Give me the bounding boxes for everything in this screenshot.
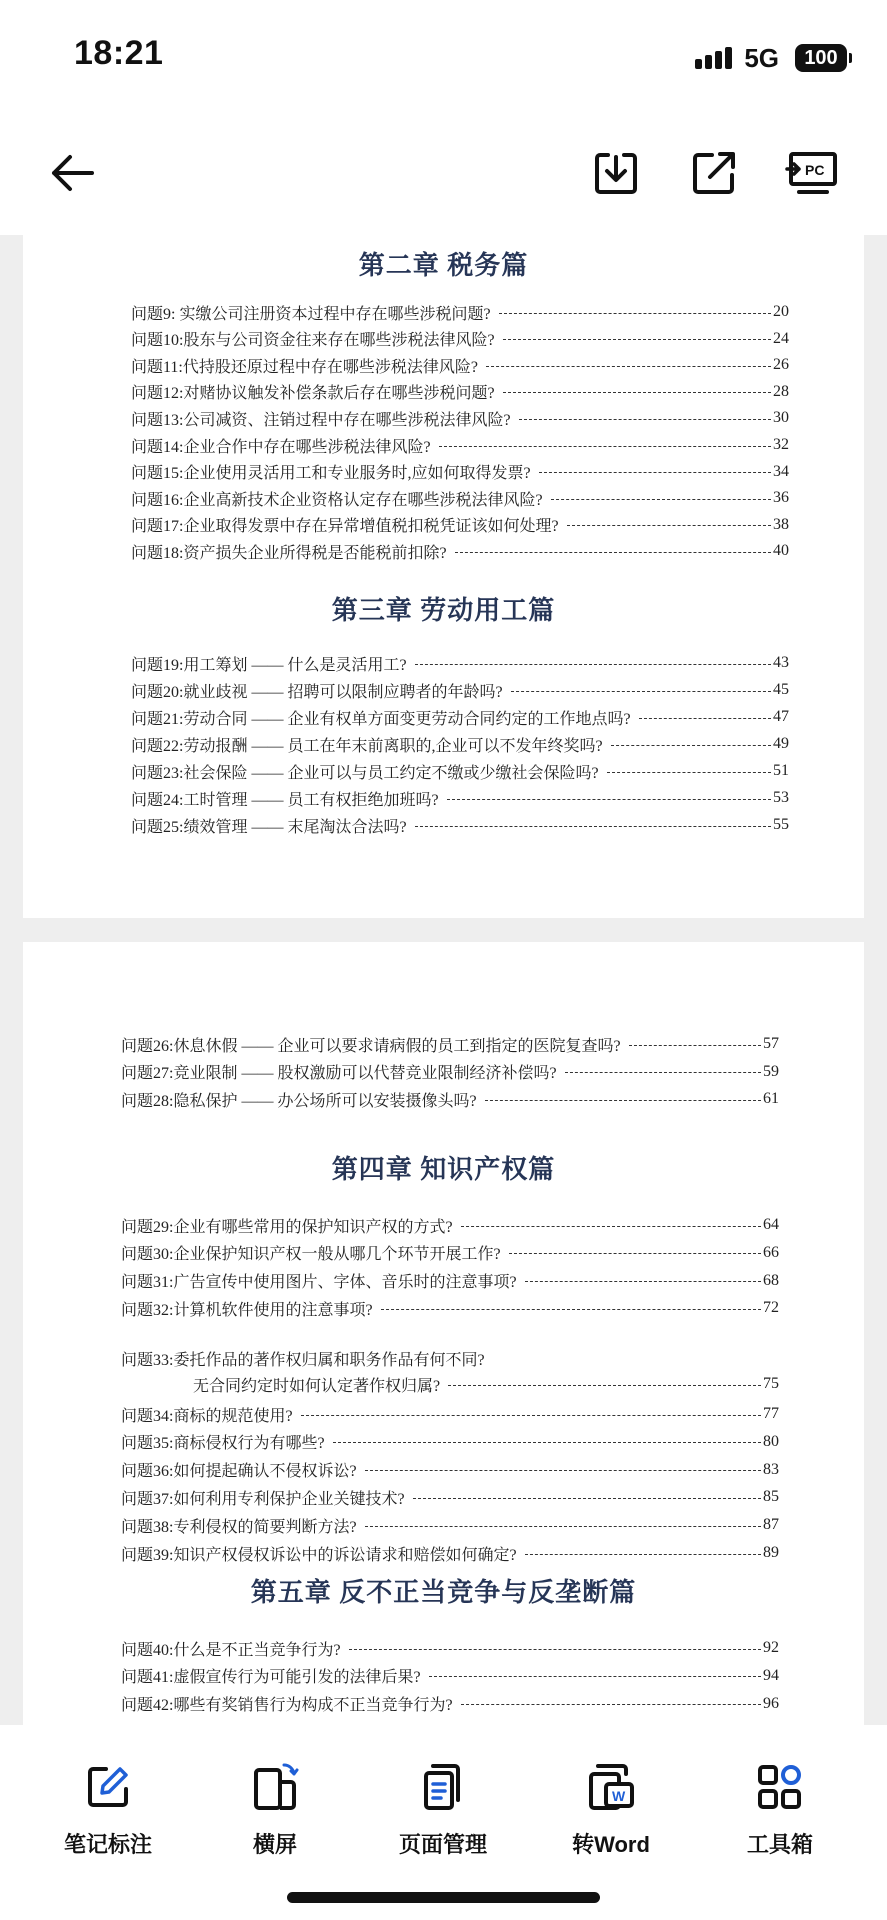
toc-item-label: 问题10:股东与公司资金往来存在哪些涉税法律风险? <box>131 332 495 350</box>
toc-item-label: 问题21:劳动合同 —— 企业有权单方面变更劳动合同约定的工作地点吗? <box>131 710 631 728</box>
cast-to-pc-icon[interactable] <box>784 145 840 201</box>
page-management-button[interactable] <box>368 1760 518 1859</box>
toc-item-label: 问题41:虚假宣传行为可能引发的法律后果? <box>121 1669 421 1687</box>
chapter-title: 第三章 劳动用工篇 <box>331 596 556 625</box>
toc-page-number: 43 <box>773 654 789 671</box>
toc-item-label: 问题20:就业歧视 —— 招聘可以限制应聘者的年龄吗? <box>131 683 503 701</box>
toc-page-number: 92 <box>763 1639 779 1656</box>
toc-page-number: 72 <box>763 1299 779 1317</box>
toc-item-label: 问题34:商标的规范使用? <box>121 1407 293 1425</box>
rotate-screen-icon <box>248 1760 302 1814</box>
toc-page-number: 61 <box>763 1090 779 1107</box>
chapter-title: 第五章 反不正当竞争与反垄断篇 <box>250 1578 637 1607</box>
toc-leader <box>349 1649 761 1650</box>
toc-item-label: 问题27:竞业限制 —— 股权激励可以代替竞业限制经济补偿吗? <box>121 1065 557 1082</box>
toc-item[interactable] <box>121 1664 779 1688</box>
toc-item[interactable] <box>121 1636 779 1660</box>
toc-leader <box>485 1100 761 1101</box>
document-page <box>23 235 864 918</box>
toc-leader <box>461 1226 761 1227</box>
toc-item[interactable] <box>121 1087 779 1111</box>
toc-item[interactable] <box>131 651 789 675</box>
toc-leader <box>511 691 771 692</box>
toc-item[interactable] <box>121 1296 779 1320</box>
toc-page-number: 32 <box>773 436 789 453</box>
toc-page-number: 94 <box>763 1666 779 1684</box>
toc-page-number: 47 <box>773 708 789 725</box>
toc-item[interactable] <box>121 1032 779 1056</box>
toc-leader <box>611 745 771 746</box>
toc-item-label: 问题40:什么是不正当竞争行为? <box>121 1641 341 1659</box>
note-annotation-label: 笔记标注 <box>63 1832 152 1857</box>
toc-page-number: 80 <box>763 1432 779 1450</box>
edit-note-icon <box>81 1760 135 1814</box>
toc-item-label: 问题26:休息休假 —— 企业可以要求请病假的员工到指定的医院复查吗? <box>121 1037 621 1055</box>
landscape-button[interactable] <box>200 1760 350 1859</box>
toc-leader <box>448 1385 761 1386</box>
toc-leader <box>413 1498 761 1499</box>
toc-page-number: 38 <box>773 515 789 533</box>
toc-item[interactable] <box>131 406 789 430</box>
toc-leader <box>565 1072 761 1073</box>
toc-item-label: 问题42:哪些有奖销售行为构成不正当竞争行为? <box>121 1697 453 1715</box>
toc-item-label: 问题28:隐私保护 —— 办公场所可以安装摄像头吗? <box>121 1092 477 1110</box>
toc-page-number: 36 <box>773 489 789 507</box>
page-manage-icon <box>416 1760 470 1814</box>
toc-item[interactable] <box>121 1241 779 1265</box>
toc-item[interactable] <box>131 327 789 351</box>
toc-page-number: 87 <box>763 1516 779 1534</box>
toc-item[interactable] <box>121 1692 779 1716</box>
toc-leader <box>525 1281 761 1282</box>
convert-word-button[interactable] <box>536 1760 686 1859</box>
toc-leader <box>415 826 771 827</box>
toc-item-label: 问题39:知识产权侵权诉讼中的诉讼请求和赔偿如何确定? <box>121 1546 517 1564</box>
status-indicators <box>695 40 847 76</box>
toc-item[interactable] <box>121 1430 779 1454</box>
toc-leader <box>629 1045 761 1046</box>
toc-item-label: 问题37:如何利用专利保护企业关键技术? <box>121 1490 405 1508</box>
chapter-title: 第二章 税务篇 <box>358 251 529 280</box>
toc-page-number: 59 <box>763 1062 779 1080</box>
top-toolbar <box>0 110 887 235</box>
toc-leader <box>486 366 771 367</box>
toc-leader <box>381 1309 761 1310</box>
svg-text:PC: PC <box>805 162 825 178</box>
toc-leader <box>525 1554 761 1555</box>
toc-item[interactable] <box>121 1060 779 1084</box>
toc-item[interactable] <box>121 1485 779 1509</box>
toolbox-label: 工具箱 <box>746 1832 813 1857</box>
toc-item[interactable] <box>131 486 789 510</box>
toc-page-number: 24 <box>773 329 789 347</box>
signal-icon <box>695 47 732 69</box>
toc-item[interactable] <box>121 1541 779 1565</box>
toc-item-label: 无合同约定时如何认定著作权归属? <box>193 1377 441 1395</box>
toc-page-number: 89 <box>763 1544 779 1561</box>
page-management-label: 页面管理 <box>398 1832 487 1857</box>
toc-leader <box>607 772 771 773</box>
toc-leader <box>503 392 771 393</box>
share-icon[interactable] <box>686 145 742 201</box>
toc-leader <box>567 525 771 526</box>
word-convert-icon <box>584 1760 638 1814</box>
toc-leader <box>639 718 771 719</box>
toc-item[interactable] <box>131 380 789 404</box>
toc-page-number: 55 <box>773 816 789 833</box>
toc-leader <box>539 472 771 473</box>
toc-page-number: 49 <box>773 735 789 752</box>
battery-level: 100 <box>804 46 838 69</box>
toc-page-number: 83 <box>763 1460 779 1478</box>
toc-page-number: 34 <box>773 462 789 480</box>
network-type: 5G <box>744 42 779 73</box>
toc-item-label: 问题30:企业保护知识产权一般从哪几个环节开展工作? <box>121 1246 501 1264</box>
toc-page-number: 96 <box>763 1694 779 1712</box>
toc-page-number: 40 <box>773 542 789 560</box>
toc-item-label: 问题14:企业合作中存在哪些涉税法律风险? <box>131 438 431 456</box>
toolbox-button[interactable] <box>705 1760 855 1859</box>
toc-item-label: 问题9: 实缴公司注册资本过程中存在哪些涉税问题? <box>131 305 491 323</box>
toc-leader <box>551 499 771 500</box>
toc-item[interactable] <box>131 759 789 783</box>
toc-leader <box>333 1442 761 1443</box>
toc-page-number: 77 <box>763 1405 779 1422</box>
toc-leader <box>365 1526 761 1527</box>
toc-page-number: 28 <box>773 382 789 400</box>
toc-item-label: 问题29:企业有哪些常用的保护知识产权的方式? <box>121 1218 453 1236</box>
toc-leader <box>455 552 771 553</box>
download-icon[interactable] <box>588 145 644 201</box>
toc-item[interactable] <box>131 460 789 484</box>
toc-item[interactable] <box>131 786 789 810</box>
toc-page-number: 20 <box>773 303 789 320</box>
toc-leader <box>365 1470 761 1471</box>
toc-item-label: 问题17:企业取得发票中存在异常增值税扣税凭证该如何处理? <box>131 518 559 536</box>
toc-item[interactable] <box>121 1402 779 1426</box>
toc-leader <box>499 313 771 314</box>
toc-item-label: 问题36:如何提起确认不侵权诉讼? <box>121 1463 357 1481</box>
toc-item[interactable] <box>131 300 789 324</box>
toc-item[interactable] <box>131 353 789 377</box>
toc-page-number: 57 <box>763 1035 779 1052</box>
toc-item-label: 问题11:代持股还原过程中存在哪些涉税法律风险? <box>131 358 478 376</box>
toc-item-label: 问题31:广告宣传中使用图片、字体、音乐时的注意事项? <box>121 1274 517 1292</box>
toc-item: 问题33:委托作品的著作权归属和职务作品有何不同? <box>121 1352 485 1369</box>
toc-item-label: 问题25:绩效管理 —— 末尾淘汰合法吗? <box>131 818 407 836</box>
landscape-label: 横屏 <box>252 1832 297 1857</box>
toc-item-label: 问题35:商标侵权行为有哪些? <box>121 1435 325 1453</box>
home-indicator[interactable] <box>287 1892 600 1903</box>
toc-item-label: 问题15:企业使用灵活用工和专业服务时,应如何取得发票? <box>131 465 531 483</box>
toc-page-number: 85 <box>763 1488 779 1506</box>
toc-item[interactable] <box>121 1513 779 1537</box>
toc-item[interactable] <box>121 1458 779 1482</box>
toc-item-label: 问题16:企业高新技术企业资格认定存在哪些涉税法律风险? <box>131 491 543 509</box>
toc-item-label: 问题32:计算机软件使用的注意事项? <box>121 1301 373 1319</box>
battery-icon <box>795 44 847 72</box>
toc-page-number: 53 <box>773 789 789 806</box>
status-time: 18:21 <box>74 34 164 72</box>
svg-text:W: W <box>612 1788 626 1804</box>
convert-word-label: 转Word <box>572 1832 650 1857</box>
toc-leader <box>503 339 771 340</box>
toc-item-label: 问题18:资产损失企业所得税是否能税前扣除? <box>131 544 447 562</box>
toc-leader <box>509 1253 761 1254</box>
toc-page-number: 45 <box>773 681 789 698</box>
document-viewer[interactable] <box>0 235 887 1725</box>
toc-item[interactable] <box>131 433 789 457</box>
bottom-toolbar <box>0 1725 887 1920</box>
toc-item[interactable] <box>121 1213 779 1237</box>
toc-item-label: 问题38:专利侵权的简要判断方法? <box>121 1518 357 1536</box>
toc-item[interactable] <box>131 678 789 702</box>
toc-item[interactable] <box>131 732 789 756</box>
toc-page-number: 64 <box>763 1216 779 1233</box>
toc-page-number: 68 <box>763 1271 779 1289</box>
toc-item-label: 问题13:公司减资、注销过程中存在哪些涉税法律风险? <box>131 411 511 429</box>
toc-leader <box>415 664 771 665</box>
toc-item[interactable] <box>131 705 789 729</box>
back-arrow-icon[interactable] <box>44 145 100 201</box>
toc-leader <box>519 419 771 420</box>
chapter-title: 第四章 知识产权篇 <box>331 1155 556 1184</box>
toc-item-label: 问题19:用工筹划 —— 什么是灵活用工? <box>131 656 407 674</box>
toc-page-number: 66 <box>763 1243 779 1261</box>
toc-item-label: 问题22:劳动报酬 —— 员工在年末前离职的,企业可以不发年终奖吗? <box>131 737 603 755</box>
toc-page-number: 75 <box>763 1375 779 1392</box>
toc-item-label: 问题12:对赌协议触发补偿条款后存在哪些涉税问题? <box>131 385 495 403</box>
toolbox-icon <box>753 1760 807 1814</box>
toc-item[interactable] <box>131 539 789 563</box>
toc-item[interactable] <box>131 813 789 837</box>
toc-page-number: 30 <box>773 409 789 427</box>
toc-leader <box>447 799 771 800</box>
toc-page-number: 26 <box>773 356 789 374</box>
toc-item[interactable] <box>193 1372 779 1396</box>
toc-item[interactable] <box>121 1269 779 1293</box>
toc-leader <box>461 1704 761 1705</box>
toc-page-number: 51 <box>773 762 789 779</box>
toc-leader <box>301 1415 761 1416</box>
toc-item-label: 问题24:工时管理 —— 员工有权拒绝加班吗? <box>131 791 439 809</box>
status-bar <box>0 0 887 110</box>
toc-leader <box>439 446 771 447</box>
toc-leader <box>429 1676 761 1677</box>
note-annotation-button[interactable] <box>33 1760 183 1859</box>
toc-item[interactable] <box>131 513 789 537</box>
document-page <box>23 942 864 1725</box>
toc-item-label: 问题23:社会保险 —— 企业可以与员工约定不缴或少缴社会保险吗? <box>131 764 599 782</box>
